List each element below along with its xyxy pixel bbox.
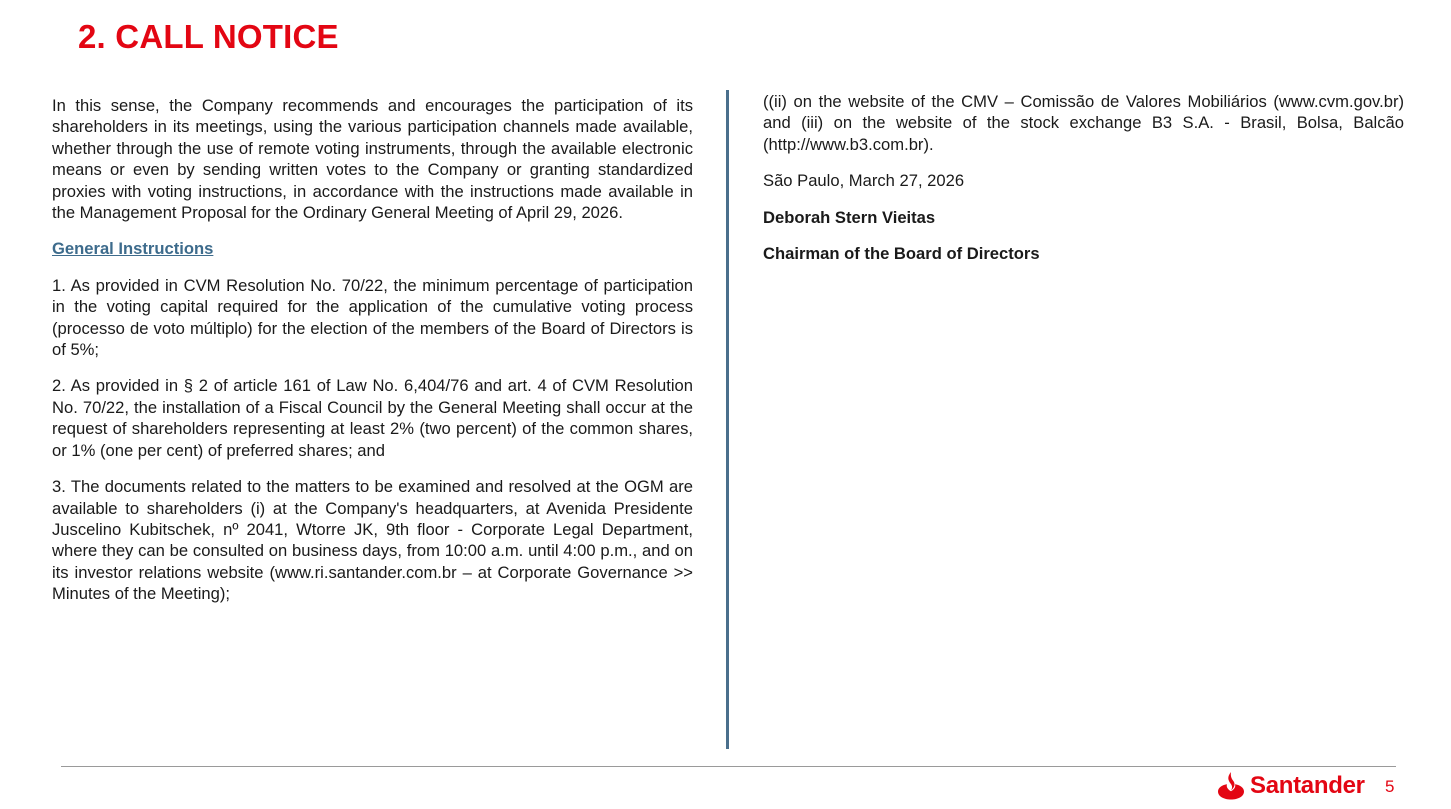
page-number: 5	[1385, 777, 1395, 796]
left-column	[52, 95, 693, 620]
place-date: São Paulo, March 27, 2026	[763, 171, 965, 191]
signatory-name: Deborah Stern Vieitas	[763, 207, 936, 227]
footer-divider	[61, 766, 1396, 767]
signatory-title: Chairman of the Board of Directors	[763, 244, 1040, 264]
santander-logo	[1216, 770, 1365, 802]
brand-name: Santander	[1250, 772, 1365, 799]
santander-flame-icon	[1216, 771, 1246, 801]
right-column	[763, 91, 1404, 279]
instruction-item-1: 1. As provided in CVM Resolution No. 70/22, the minimum percentage of participation in the voting capital required for the application of the cumulative voting process (processo de voto múltiplo) for the election of the members of the Board of Directors is of 5%;	[52, 275, 693, 360]
intro-paragraph: In this sense, the Company recommends and encourages the participation of its shareholders in its meetings, using the various participation channels made available, whether through the use of remote voting instruments, through the available electronic means or even by sending written votes to the Company or granting standardized proxies with voting instructions, in accordance with the instructions made available in the Management Proposal for the Ordinary General Meeting of April 29, 2026.	[52, 96, 693, 223]
instruction-item-2: 2. As provided in § 2 of article 161 of Law No. 6,404/76 and art. 4 of CVM Resolution No. 70/22, the installation of a Fiscal Council by the General Meeting shall occur at the request of shareholders representing at least 2% (two percent) of the common shares, or 1% (one per cent) of preferred shares; and	[52, 376, 693, 460]
column-divider	[726, 90, 729, 749]
continuation-paragraph: ((ii) on the website of the CMV – Comissão de Valores Mobiliários (www.cvm.gov.br) and (iii) on the website of the stock exchange B3 S.A. - Brasil, Bolsa, Balcão (http://www.b3.com.br).	[763, 92, 1404, 154]
page-title: 2. CALL NOTICE	[78, 18, 339, 55]
instruction-item-3: 3. The documents related to the matters to be examined and resolved at the OGM are available to shareholders (i) at the Company's headquarters, at Avenida Presidente Juscelino Kubitschek, nº 2041, Wtorre JK, 9th floor - Corporate Legal Department, where they can be consulted on business days, from 10:00 a.m. until 4:00 p.m., and on its investor relations website (www.ri.santander.com.br – at Corporate Governance >> Minutes of the Meeting);	[52, 477, 693, 604]
general-instructions-heading: General Instructions	[52, 239, 214, 259]
